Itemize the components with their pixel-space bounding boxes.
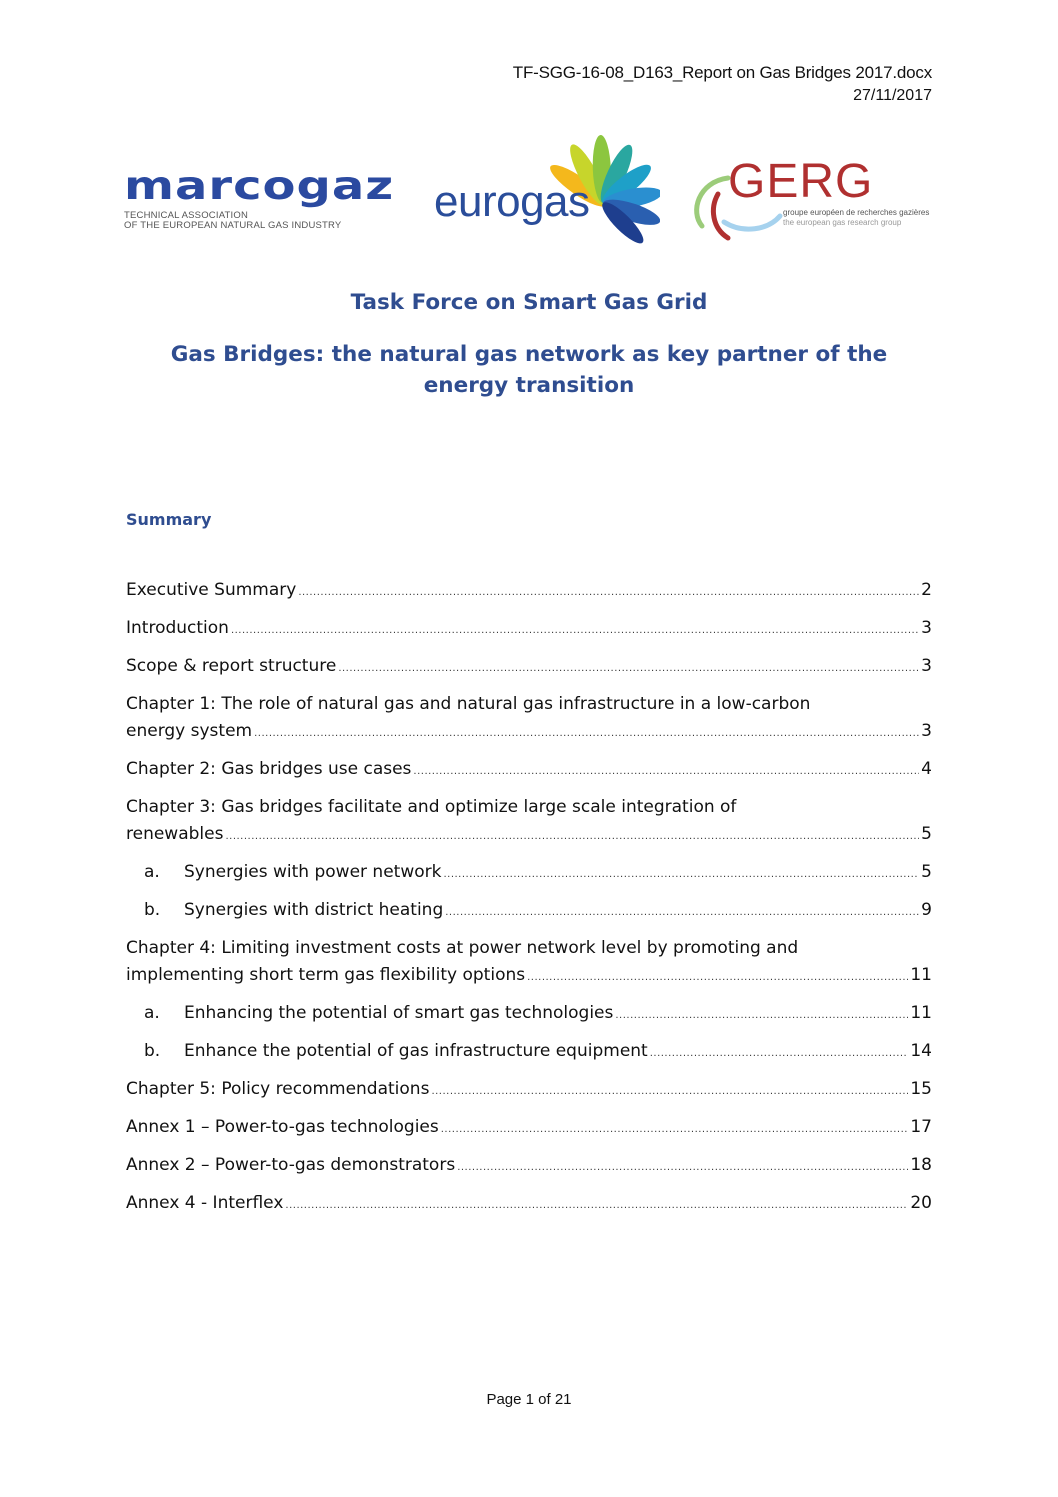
page-footer: Page 1 of 21 — [486, 1391, 572, 1408]
toc-entry-line — [126, 1076, 932, 1105]
toc-entry-title: Chapter 5: Policy recommendations — [126, 1079, 430, 1099]
toc-leader-dots — [441, 1116, 909, 1143]
toc-entry[interactable] — [126, 615, 932, 644]
toc-entry-line — [126, 859, 932, 888]
toc-entry-line — [126, 653, 932, 682]
document-title: Task Force on Smart Gas Grid — [350, 290, 708, 315]
toc-leader-dots — [254, 720, 919, 747]
toc-leader-dots — [457, 1154, 908, 1181]
toc-entry-line — [126, 1114, 932, 1143]
toc-entry-title: Synergies with power network — [184, 862, 442, 882]
toc-entry-line — [126, 962, 932, 991]
summary-heading: Summary — [126, 510, 212, 529]
toc-entry-title: Annex 2 – Power-to-gas demonstrators — [126, 1155, 456, 1175]
toc-entry-line — [126, 615, 932, 644]
toc-entry-page-number: 15 — [910, 1079, 932, 1099]
toc-entry-page-number: 5 — [921, 824, 932, 844]
toc-entry-line — [126, 718, 932, 747]
toc-entry-page-number: 3 — [921, 618, 932, 638]
toc-entry[interactable] — [126, 1076, 932, 1105]
toc-entry-line — [126, 897, 932, 926]
toc-entry-title: Executive Summary — [126, 580, 297, 600]
toc-entry-page-number: 3 — [921, 721, 932, 741]
toc-entry-title: Synergies with district heating — [184, 900, 444, 920]
header-filename: TF-SGG-16-08_D163_Report on Gas Bridges 2017.docx — [512, 63, 932, 82]
toc-entry-page-number: 4 — [921, 759, 932, 779]
toc-entry[interactable] — [126, 1114, 932, 1143]
gerg-logo-subtitle-1: groupe européen de recherches gazières — [783, 208, 930, 217]
toc-entry[interactable] — [126, 794, 932, 850]
marcogaz-logo-subtitle-2: OF THE EUROPEAN NATURAL GAS INDUSTRY — [124, 220, 342, 231]
toc-entry[interactable] — [126, 1038, 932, 1067]
toc-entry-title: Annex 4 - Interflex — [126, 1193, 284, 1213]
toc-leader-dots — [338, 655, 919, 682]
gerg-logo-subtitle-2: the european gas research group — [783, 218, 902, 227]
toc-entry-letter: b. — [144, 900, 161, 920]
header-date: 27/11/2017 — [853, 87, 932, 104]
toc-entry[interactable] — [126, 691, 932, 747]
toc-entry-page-number: 11 — [910, 1003, 932, 1023]
toc-leader-dots — [298, 579, 919, 606]
toc-entry-line — [126, 821, 932, 850]
toc-entry-page-number: 14 — [910, 1041, 932, 1061]
toc-entry[interactable] — [126, 1000, 932, 1029]
toc-entry-page-number: 5 — [921, 862, 932, 882]
eurogas-logo-wordmark: eurogas — [434, 177, 590, 226]
toc-leader-dots — [445, 899, 919, 926]
toc-entry-line — [126, 1000, 932, 1029]
toc-entry-title: Scope & report structure — [126, 656, 337, 676]
toc-entry-title: Enhance the potential of gas infrastructure equipment — [184, 1041, 648, 1061]
toc-entry-letter: a. — [144, 862, 160, 882]
eurogas-logo — [430, 125, 660, 245]
toc-entry-title: renewables — [126, 824, 224, 844]
toc-entry[interactable] — [126, 1152, 932, 1181]
toc-entry[interactable] — [126, 577, 932, 606]
toc-entry[interactable] — [126, 859, 932, 888]
toc-entry-title: Introduction — [126, 618, 229, 638]
toc-entry-line — [126, 756, 932, 785]
toc-entry-line — [126, 1152, 932, 1181]
toc-entry-line — [126, 1190, 932, 1219]
toc-entry-title: Annex 1 – Power-to-gas technologies — [126, 1117, 439, 1137]
toc-entry-page-number: 9 — [921, 900, 932, 920]
gerg-logo — [688, 152, 928, 242]
toc-entry[interactable] — [126, 935, 932, 991]
toc-entry[interactable] — [126, 1190, 932, 1219]
toc-entry-page-number: 17 — [910, 1117, 932, 1137]
toc-entry-page-number: 20 — [910, 1193, 932, 1213]
toc-leader-dots — [431, 1078, 908, 1105]
toc-entry-letter: a. — [144, 1003, 160, 1023]
marcogaz-logo-wordmark: marcogaz — [124, 163, 395, 209]
toc-leader-dots — [231, 617, 919, 644]
toc-entry-title: implementing short term gas flexibility options — [126, 965, 526, 985]
toc-entry-page-number: 2 — [921, 580, 932, 600]
toc-leader-dots — [413, 758, 919, 785]
toc-leader-dots — [443, 861, 919, 888]
document-subtitle: Gas Bridges: the natural gas network as key partner of the energy transition — [170, 342, 888, 398]
toc-entry-page-number: 11 — [910, 965, 932, 985]
toc-entry-title-line1: Chapter 3: Gas bridges facilitate and optimize large scale integration of — [126, 797, 737, 817]
toc-entry-page-number: 3 — [921, 656, 932, 676]
marcogaz-logo-subtitle-1: TECHNICAL ASSOCIATION — [124, 210, 249, 221]
toc-entry[interactable] — [126, 897, 932, 926]
gerg-logo-wordmark: GERG — [728, 155, 874, 208]
table-of-contents — [126, 577, 932, 1228]
toc-entry-title: energy system — [126, 721, 253, 741]
toc-leader-dots — [225, 823, 919, 850]
toc-leader-dots — [615, 1002, 908, 1029]
toc-entry-title-line1: Chapter 1: The role of natural gas and natural gas infrastructure in a low-carbon — [126, 694, 811, 714]
toc-entry-letter: b. — [144, 1041, 161, 1061]
toc-entry[interactable] — [126, 653, 932, 682]
toc-entry-title-line1: Chapter 4: Limiting investment costs at power network level by promoting and — [126, 938, 799, 958]
toc-entry-title: Enhancing the potential of smart gas technologies — [184, 1003, 614, 1023]
toc-entry-title: Chapter 2: Gas bridges use cases — [126, 759, 412, 779]
toc-leader-dots — [285, 1192, 908, 1219]
toc-leader-dots — [527, 964, 908, 991]
toc-leader-dots — [650, 1040, 909, 1067]
toc-entry-line — [126, 1038, 932, 1067]
toc-entry-line — [126, 577, 932, 606]
toc-entry-page-number: 18 — [910, 1155, 932, 1175]
marcogaz-logo — [124, 163, 414, 238]
toc-entry[interactable] — [126, 756, 932, 785]
